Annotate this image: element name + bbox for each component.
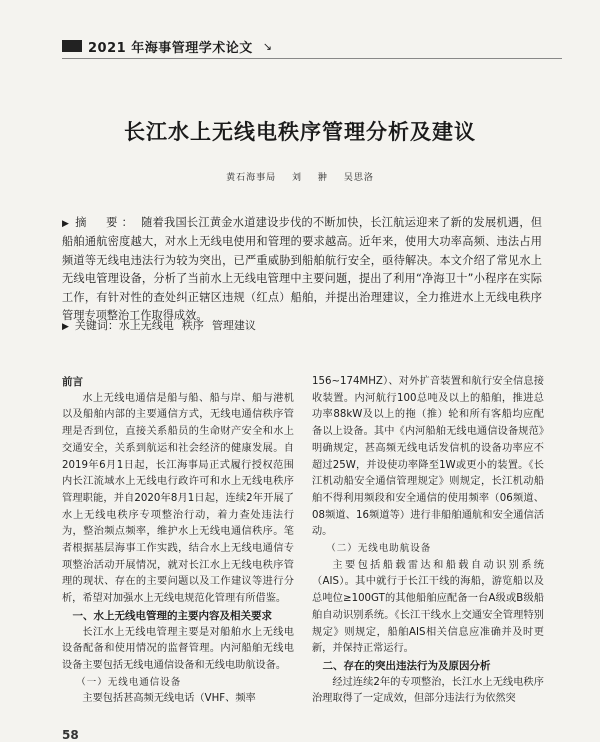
author-name-1b: 翀: [317, 173, 328, 183]
header-arrow-icon: ↘: [262, 39, 272, 53]
keyword: 管理建议: [211, 319, 256, 332]
author-name-1a: 刘: [292, 173, 303, 183]
body-paragraph: 156~174MHZ）、对外扩音装置和航行安全信息接收装置。内河航行100总吨及以上的船舶，推进总功率88kW及以上的拖（推）轮和所有客船均应配备以上设备。其中《内河船舶无线电通信设备规范》明确规定，甚高频无线电话发信机的设备功率应不超过25W，并设使功率降至1W或更小的装置。《长江机动船安全通信管理规定》则规定，长江机动船舶不得利用频段和安全通信的使用频率（06频道、08频道、16频道等）进行非船舶通航和安全通信活动。: [312, 376, 544, 538]
abstract-label: 摘 要：: [75, 216, 138, 229]
subsection-heading: （二）无线电助航设备: [326, 543, 432, 555]
body-column-right: [312, 374, 544, 708]
article-title: 长江水上无线电秩序管理分析及建议: [124, 120, 476, 144]
body-paragraph: 主要包括甚高频无线电话（VHF、频率: [82, 693, 256, 705]
preface-heading: 前言: [62, 376, 83, 388]
running-header: [62, 36, 562, 56]
body-paragraph: 经过连续2年的专项整治，长江水上无线电秩序治理取得了一定成效，但部分违法行为依然突: [312, 676, 544, 705]
triangle-bullet-icon: ▶: [62, 322, 69, 332]
keywords-label: 关键词：: [74, 319, 119, 332]
keyword: 水上无线电: [118, 319, 174, 332]
body-paragraph: 水上无线电通信是船与船、船与岸、船与港机以及船舶内部的主要通信方式，无线电通信秩序管理是否到位，直接关系船员的生命财产安全和水上交通安全，关系到航运和社会经济的健康发展。自2019年6月1日起，长江海事局正式履行授权范围内长江流域水上无线电行政许可和水上无线电秩序管理职能，并自2020年8月1日起，连续2年开展了水上无线电秩序专项整治行动，着力查处违法行为，整治频点频率，维护水上无线电通信秩序。笔者根据基层海事工作实践，结合水上无线电通信专项整治活动开展情况，就对长江水上无线电秩序管理的现状、存在的主要问题以及工作建议等进行分析，希望对加强水上无线电规范化管理有所借鉴。: [62, 392, 294, 605]
author-affiliation: 黄石海事局: [226, 173, 277, 183]
triangle-bullet-icon: ▶: [62, 219, 70, 229]
author-name-2: 吴思洛: [343, 173, 374, 183]
section-heading: 一、水上无线电管理的主要内容及相关要求: [72, 609, 272, 622]
subsection-heading: （一）无线电通信设备: [76, 676, 182, 688]
page-number: 58: [62, 728, 79, 742]
body-column-left: [62, 374, 294, 708]
keywords: [62, 318, 542, 335]
abstract: [62, 214, 542, 325]
body-paragraph: 长江水上无线电管理主要是对船舶水上无线电设备配备和使用情况的监督管理。内河船舶无线电设备主要包括无线电通信设备和无线电助航设备。: [62, 626, 294, 671]
abstract-text: 随着我国长江黄金水道建设步伐的不断加快，长江航运迎来了新的发展机遇，但船舶通航密度越大，对水上无线电使用和管理的要求越高。近年来，使用大功率高频、违法占用频道等无线电违法行为较为突出，已严重威胁到船舶航行安全，亟待解决。本文介绍了常见水上无线电管理设备，分析了当前水上无线电管理中主要问题，提出了利用“净海卫十”小程序在实际工作，有针对性的查处纠正辖区违规（红点）船舶，并提出治理建议，全力推进水上无线电秩序管理专项整治工作取得成效。: [62, 216, 542, 323]
section-heading: 二、存在的突出违法行为及原因分析: [322, 659, 491, 672]
header-block-icon: [62, 40, 82, 52]
body-paragraph: 主要包括船载雷达和船载自动识别系统（AIS）。其中就行于长江干线的海船，游览船以及总吨位≥100GT的其他船舶应配备一台A级或B级船舶自动识别系统。《长江干线水上交通安全管理特别规定》则规定，船舶AIS相关信息应准确并及时更新，并保持正常运行。: [312, 559, 544, 655]
author-line: [0, 170, 600, 183]
header-rule: [62, 58, 562, 59]
keyword: 秩序: [181, 319, 204, 332]
header-title: 2021 年海事管理学术论文: [88, 40, 253, 56]
